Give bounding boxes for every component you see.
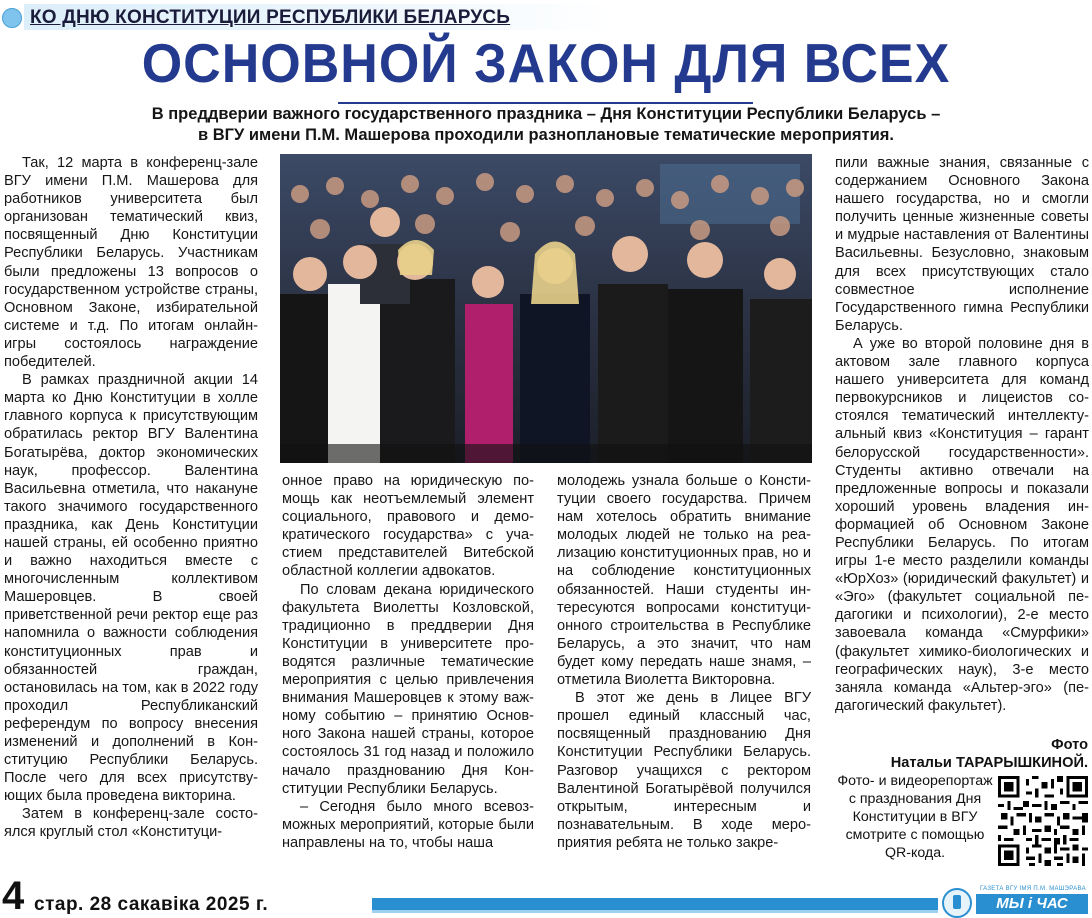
article-lead bbox=[40, 104, 1052, 146]
text-column-3 bbox=[557, 472, 811, 852]
text-column-1 bbox=[4, 154, 258, 842]
paragraph: В этот же день в Лицее ВГУ прошел единый классный час, посвященный празднованию Дня Конституции Республики Беларусь. Разговор учащихся с ректором Валентиной Богатырёвой получился открытым, интересным и познавательным. В ходе мероприятия ребята не только закре- bbox=[557, 690, 811, 851]
rubric-banner bbox=[0, 4, 620, 30]
photo-credit bbox=[830, 736, 1088, 772]
rubric-title: КО ДНЮ КОНСТИТУЦИИ РЕСПУБЛИКИ БЕЛАРУСЬ bbox=[30, 7, 511, 28]
logo-name: МЫ і ЧАС bbox=[976, 894, 1088, 914]
paragraph: молодежь узнала больше о Конституции своего государства. Причем нам хотелось обратить внимание молодых людей не только на реализацию конституционных прав, но и на соблюдение конституционных обязанностей. Наши студенты интересуются вопросами конституционного строительства в Республике Беларусь, а это значит, что нам будет кому передать наше знамя, – отметила Виолетта Викторовна. bbox=[557, 473, 811, 689]
paragraph: А уже во второй половине дня в актовом зале главного корпуса нашего университета для команд первокурсников и лицеистов состоялся тематический интеллектуальный квиз «Конституция – гарант белорусской государственности». Студенты активно отвечали на предложенные вопросы и показали хороший уровень владения информацией об Основном Законе Республики Беларусь. По итогам игры 1-е место разделили команды «ЮрХоз» (юридический факультет) и «Эго» (факультет социальной педагогики и психологии), 2-е место завоевала команда «Смурфики» (факультет химико-биологических и географических наук), 3-е место заняла команда «Альтер-эго» (педагогический факультет). bbox=[835, 335, 1089, 714]
event-photo bbox=[280, 154, 812, 463]
paragraph: Так, 12 марта в конференц-зале ВГУ имени П.М. Машерова для работников университета был организован тематический квиз, посвященный Дню Конституции Республики Беларусь. Участникам были предложены 13 вопросов о государственном устройстве страны, Основном Законе, избирательной системе и т.д. По итогам онлайн-игры состоялось награждение победителей. bbox=[4, 155, 258, 371]
paragraph: – Сегодня было много всевозможных мероприятий, которые были направлены на то, чтобы наша bbox=[282, 798, 534, 851]
credit-author: Натальи ТАРАРЫШКИНОЙ. bbox=[890, 755, 1088, 771]
issue-date: стар. 28 сакавіка 2025 г. bbox=[34, 894, 269, 915]
paragraph: онное право на юридическую помощь как неотъемлемый элемент социального, правового и демократического государства» с участием представителей Витебской областной коллегии адвокатов. bbox=[282, 473, 534, 580]
newspaper-logo bbox=[940, 884, 1090, 916]
lead-line: В преддверии важного государственного праздника – Дня Конституции Республики Беларусь – bbox=[151, 105, 941, 123]
credit-label: Фото bbox=[1051, 737, 1088, 753]
paragraph: В рамках праздничной акции 14 марта ко Дню Конституции в холле главного корпуса к присутствующим обратилась ректор ВГУ Валентина Богатырёва, доктор экономических наук, профессор. Валентина Васильевна отметила, что накануне такого значимого государственного праздника, как День Конституции нашей страны, ей особенно приятно и важно находиться вместе с многочисленным коллективом Машеровцев. В своей приветственной речи ректор еще раз напомнила о важности соблюдения конституционных прав и обязанностей граждан, остановилась на том, как в 2022 году проходил Республиканский референдум по вопросу внесения изменений и дополнений в Конституцию Республики Беларусь. После чего для всех присутствующих была проведена викторина. bbox=[4, 372, 258, 805]
footer-bar bbox=[372, 898, 938, 910]
paragraph: пили важные знания, связанные с содержанием Основного Закона нашего государства, но и смогли получить ценные жизненные советы и мудрые наставления от Валентины Васильевны. Безусловно, знаковым для всех присутствующих стало совместное исполнение Государственного гимна Республики Беларусь. bbox=[835, 155, 1089, 334]
page-number: 4 bbox=[2, 874, 25, 918]
logo-subtitle: ГАЗЕТА ВГУ ІМЯ П.М. МАШЭРАВА bbox=[980, 886, 1086, 892]
text-column-4 bbox=[835, 154, 1089, 715]
footer-bar-light bbox=[372, 910, 938, 913]
qr-code-icon[interactable] bbox=[998, 776, 1088, 866]
university-emblem-icon bbox=[942, 888, 972, 918]
bullet-icon bbox=[2, 8, 22, 28]
text-column-2 bbox=[282, 472, 534, 852]
paragraph: По словам декана юридического факультета Виолетты Козловской, традиционно в преддверии Дня Конституции в университете проводятся различные тематические мероприятия с целью привлечения внимания Машеровцев к этому важному событию – принятию Основного Закона нашей страны, которое состоялось 31 год назад и положило начало празднованию Дня Конституции Республики Беларусь. bbox=[282, 581, 534, 797]
article-headline: ОСНОВНОЙ ЗАКОН ДЛЯ ВСЕХ bbox=[141, 33, 951, 95]
lead-line: в ВГУ имени П.М. Машерова проходили разноплановые тематические мероприятия. bbox=[198, 126, 894, 144]
paragraph: Затем в конференц-зале состоялся круглый стол «Конституци- bbox=[4, 806, 258, 841]
video-promo-text: Фото- и видеорепортаж с празднования Дня Конституции в ВГУ смотрите с помощью QR-кода. bbox=[837, 773, 993, 861]
